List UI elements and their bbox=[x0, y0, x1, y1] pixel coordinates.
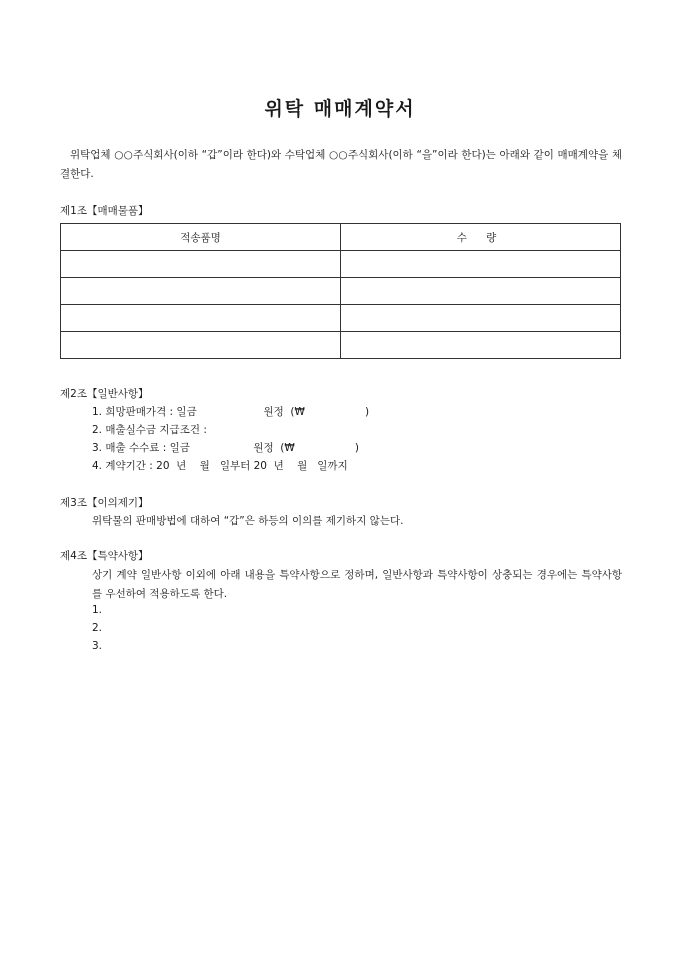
contract-period-line: 4. 계약기간 : 20 년 월 일부터 20 년 월 일까지 bbox=[92, 460, 348, 472]
table-row bbox=[61, 251, 621, 278]
document-title: 위탁 매매계약서 bbox=[264, 98, 416, 120]
table-row bbox=[61, 305, 621, 332]
column-header-quantity: 수 량 bbox=[341, 224, 621, 251]
table-cell bbox=[61, 305, 341, 332]
table-cell bbox=[341, 251, 621, 278]
column-header-item-name: 적송품명 bbox=[61, 224, 341, 251]
goods-table bbox=[60, 223, 621, 359]
table-cell bbox=[341, 305, 621, 332]
intro-paragraph: 위탁업체 ○○주식회사(이하 “갑”이라 한다)와 수탁업체 ○○주식회사(이하 “을”이라 한다)는 아래와 같이 매매계약을 체결한다. bbox=[60, 149, 622, 180]
payment-terms-line: 2. 매출실수금 지급조건 : bbox=[92, 424, 207, 436]
special-item: 2. bbox=[92, 622, 103, 634]
special-item: 3. bbox=[92, 640, 103, 652]
article3-heading: 제3조【이의제기】 bbox=[60, 497, 149, 509]
table-cell bbox=[61, 332, 341, 359]
table-cell bbox=[341, 332, 621, 359]
article1-heading: 제1조【매매물품】 bbox=[60, 205, 149, 217]
commission-line: 3. 매출 수수료 : 일금 원정 (₩ ) bbox=[92, 442, 359, 454]
special-item: 1. bbox=[92, 604, 103, 616]
table-row bbox=[61, 332, 621, 359]
table-header-row bbox=[61, 224, 621, 251]
table-cell bbox=[61, 251, 341, 278]
table-cell bbox=[341, 278, 621, 305]
desired-price-line: 1. 희망판매가격 : 일금 원정 (₩ ) bbox=[92, 406, 370, 418]
table-row bbox=[61, 278, 621, 305]
table-cell bbox=[61, 278, 341, 305]
special-terms-text: 상기 계약 일반사항 이외에 아래 내용을 특약사항으로 정하며, 일반사항과 특약사항이 상충되는 경우에는 특약사항를 우선하여 적용하도록 한다. bbox=[92, 569, 622, 600]
objection-text: 위탁물의 판매방법에 대하여 “갑”은 하등의 이의를 제기하지 않는다. bbox=[92, 515, 404, 527]
article2-heading: 제2조【일반사항】 bbox=[60, 388, 149, 400]
article4-heading: 제4조【특약사항】 bbox=[60, 550, 149, 562]
